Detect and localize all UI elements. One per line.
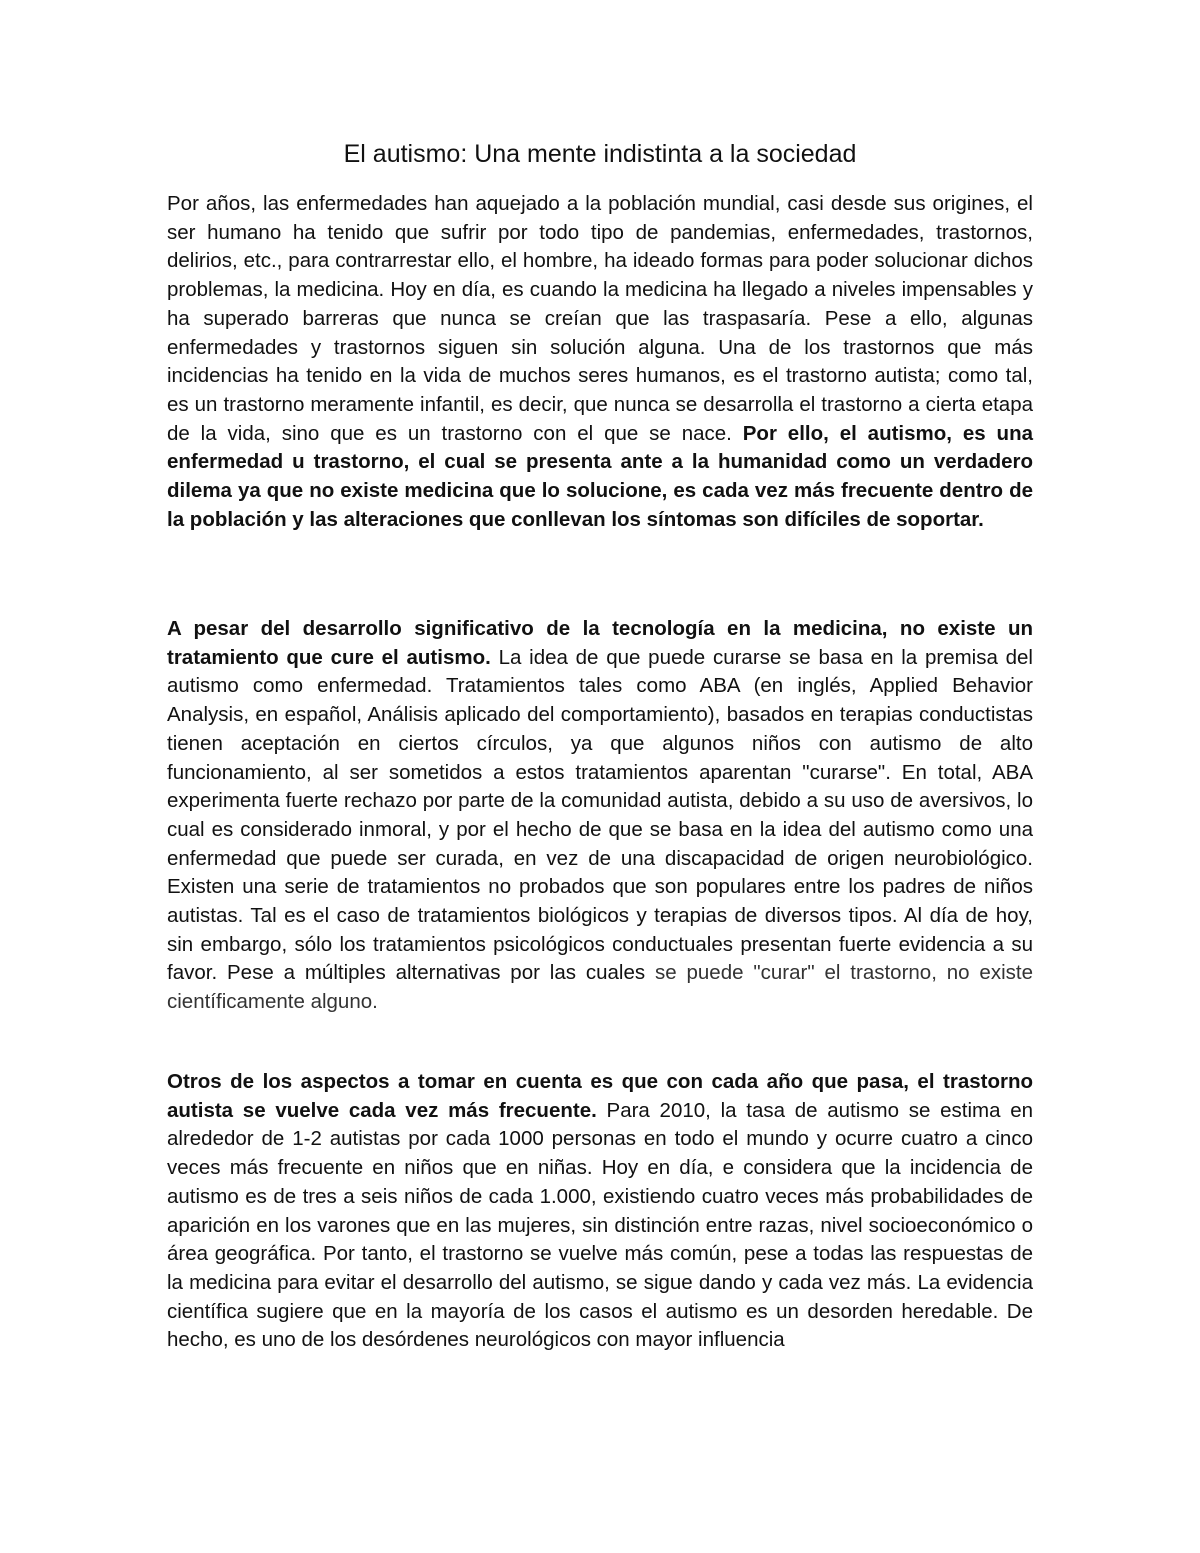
paragraph-2-last-line: se puede "curar" el trastorno, no existe científicamente alguno.: [167, 961, 1033, 1014]
paragraph-3-text: Para 2010, la tasa de autismo se estima en alrededor de 1-2 autistas por cada 1000 personas en todo el mundo y ocurre cuatro a cinco veces más frecuente en niños que en niñas. Hoy en día, e considera que la incidencia de autismo es de tres a seis niños de cada 1.000, existiendo cuatro veces más probabilidades de aparición en los varones que en las mujeres, sin distinción entre razas, nivel socioeconómico o área geográfica. Por tanto, el trastorno se vuelve más común, pese a todas las respuestas de la medicina para evitar el desarrollo del autismo, se sigue dando y cada vez más. La evidencia científica sugiere que en la mayoría de los casos el autismo es un desorden heredable. De hecho, es uno de los desórdenes neurológicos con mayor influencia: [167, 1098, 1034, 1352]
paragraph-2-text: La idea de que puede curarse se basa en la premisa del autismo como enfermedad. Tratamientos tales como ABA (en inglés, Applied Behavior Analysis, en español, Análisis aplicado del comportamiento), basados en terapias conductistas tienen aceptación en ciertos círculos, ya que algunos niños con autismo de alto funcionamiento, al ser sometidos a estos tratamientos aparentan "curarse". En total, ABA experimenta fuerte rechazo por parte de la comunidad autista, debido a su uso de aversivos, lo cual es considerado inmoral, y por el hecho de que se basa en la idea del autismo como una enfermedad que puede ser curada, en vez de una discapacidad de origen neurobiológico. Existen una serie de tratamientos no probados que son populares entre los padres de niños autistas. Tal es el caso de tratamientos biológicos y terapias de diversos tipos. Al día de hoy, sin embargo, sólo los tratamientos psicológicos conductuales presentan fuerte evidencia a su favor. Pese a múltiples alternativas por las cuales: [167, 645, 1033, 985]
paragraph-1: [167, 190, 1033, 534]
paragraph-3-topic-sentence: Otros de los aspectos a tomar en cuenta es que con cada año que pasa, el trastorno autista se vuelve cada vez más frecuente.: [167, 1070, 1033, 1122]
paragraph-3: [167, 1068, 1033, 1355]
paragraph-1-text: Por años, las enfermedades han aquejado a la población mundial, casi desde sus origines, el ser humano ha tenido que sufrir por todo tipo de pandemias, enfermedades, trastornos, delirios, etc., para contrarrestar ello, el hombre, ha ideado formas para poder solucionar dichos problemas, la medicina. Hoy en día, es cuando la medicina ha llegado a niveles impensables y ha superado barreras que nunca se creían que las traspasaría. Pese a ello, algunas enfermedades y trastornos siguen sin solución alguna. Una de los trastornos que más incidencias ha tenido en la vida de muchos seres humanos, es el trastorno autista; como tal, es un trastorno meramente infantil, es decir, que nunca se desarrolla el trastorno a cierta etapa de la vida, sino que es un trastorno con el que se nace.: [167, 192, 1033, 445]
document-title: El autismo: Una mente indistinta a la sociedad: [343, 140, 857, 168]
paragraph-1-thesis: Por ello, el autismo, es una enfermedad u trastorno, el cual se presenta ante a la humanidad como un verdadero dilema ya que no existe medicina que lo solucione, es cada vez más frecuente dentro de la población y las alteraciones que conllevan los síntomas son difíciles de soportar.: [167, 421, 1033, 531]
paragraph-2-topic-sentence: A pesar del desarrollo significativo de la tecnología en la medicina, no existe un tratamiento que cure el autismo.: [167, 617, 1033, 669]
paragraph-2: [167, 615, 1033, 1017]
